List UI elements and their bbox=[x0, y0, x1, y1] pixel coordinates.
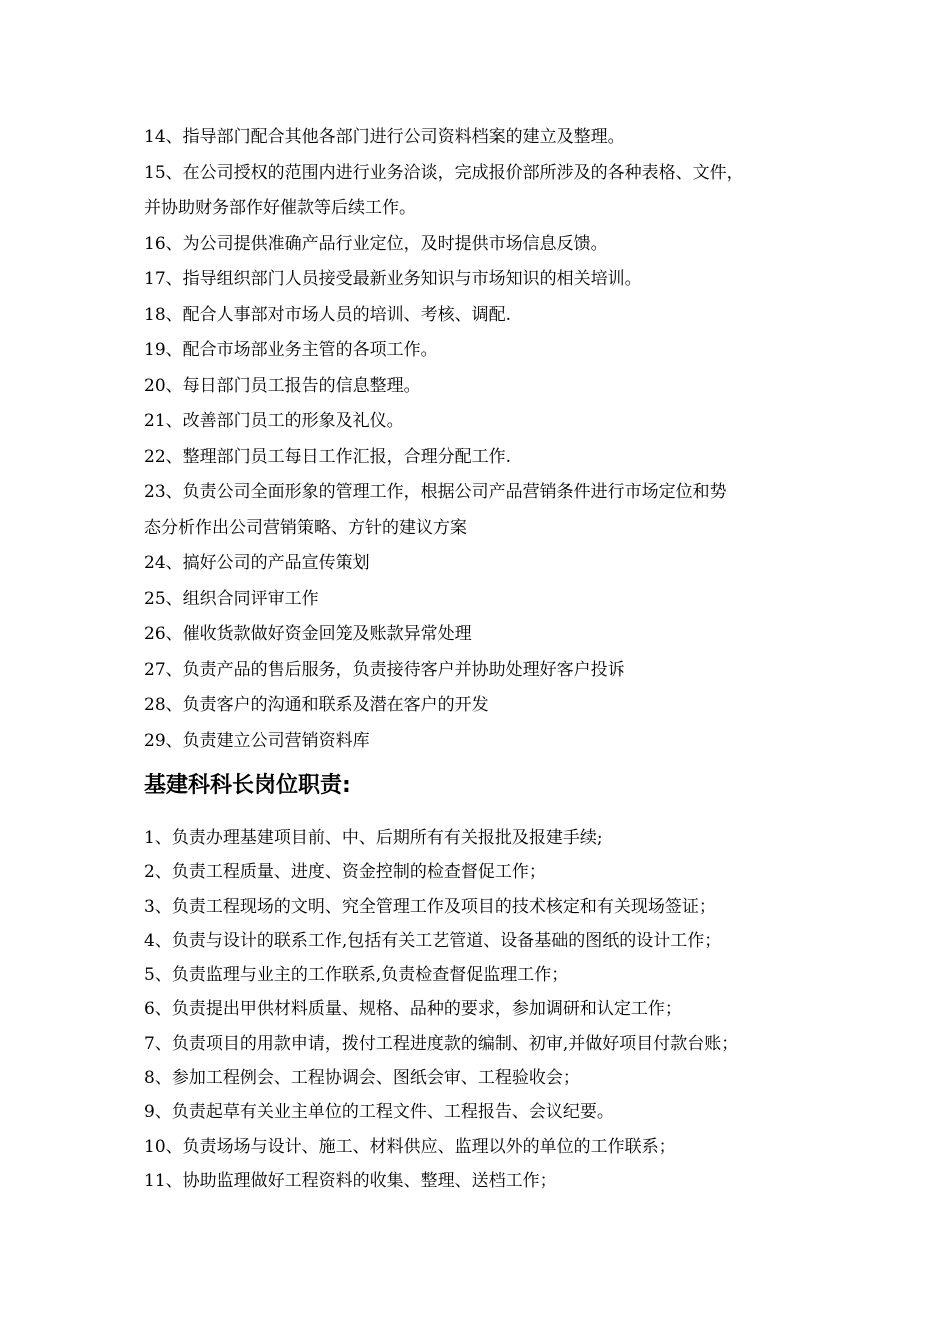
document-content bbox=[144, 120, 834, 1198]
list-item: 22、整理部门员工每日工作汇报，合理分配工作. bbox=[144, 446, 512, 467]
list-item: 28、负责客户的沟通和联系及潜在客户的开发 bbox=[144, 695, 489, 715]
list-item: 7、负责项目的用款申请，拨付工程进度款的编制、初审,并做好项目付款台账； bbox=[144, 1033, 739, 1054]
list-item: 18、配合人事部对市场人员的培训、考核、调配. bbox=[144, 304, 512, 325]
list-item: 14、指导部门配合其他各部门进行公司资料档案的建立及整理。 bbox=[144, 127, 625, 147]
list-item-continuation: 并协助财务部作好催款等后续工作。 bbox=[144, 198, 416, 218]
list-item: 23、负责公司全面形象的管理工作，根据公司产品营销条件进行市场定位和势 bbox=[144, 482, 727, 502]
list-item: 24、搞好公司的产品宣传策划 bbox=[144, 553, 370, 573]
list-item: 1、负责办理基建项目前、中、后期所有有关报批及报建手续; bbox=[144, 828, 603, 848]
list-item: 29、负责建立公司营销资料库 bbox=[144, 730, 370, 751]
list-item: 19、配合市场部业务主管的各项工作。 bbox=[144, 340, 438, 360]
section-heading: 基建科科长岗位职责: bbox=[144, 773, 351, 798]
list-item: 4、负责与设计的联系工作,包括有关工艺管道、设备基础的图纸的设计工作； bbox=[144, 930, 722, 951]
duty-list-infrastructure bbox=[144, 821, 834, 1198]
list-item: 17、指导组织部门人员接受最新业务知识与市场知识的相关培训。 bbox=[144, 269, 642, 289]
list-item: 2、负责工程质量、进度、资金控制的检查督促工作； bbox=[144, 862, 546, 883]
list-item: 27、负责产品的售后服务，负责接待客户并协助处理好客户投诉 bbox=[144, 659, 625, 680]
list-item: 20、每日部门员工报告的信息整理。 bbox=[144, 375, 421, 396]
list-item: 10、负责场场与设计、施工、材料供应、监理以外的单位的工作联系； bbox=[144, 1136, 676, 1157]
list-item: 6、负责提出甲供材料质量、规格、品种的要求，参加调研和认定工作； bbox=[144, 999, 682, 1020]
list-item: 11、协助监理做好工程资料的收集、整理、送档工作； bbox=[144, 1170, 557, 1191]
list-item: 8、参加工程例会、工程协调会、图纸会审、工程验收会； bbox=[144, 1068, 580, 1089]
list-item: 21、改善部门员工的形象及礼仪。 bbox=[144, 411, 404, 431]
list-item: 15、在公司授权的范围内进行业务洽谈，完成报价部所涉及的各种表格、文件， bbox=[144, 162, 744, 183]
list-item-continuation: 态分析作出公司营销策略、方针的建议方案 bbox=[144, 517, 467, 538]
duty-list-marketing bbox=[144, 120, 834, 759]
list-item: 9、负责起草有关业主单位的工程文件、工程报告、会议纪要。 bbox=[144, 1102, 614, 1123]
list-item: 3、负责工程现场的文明、究全管理工作及项目的技术核定和有关现场签证； bbox=[144, 896, 716, 917]
list-item: 26、催收货款做好资金回笼及账款异常处理 bbox=[144, 624, 472, 644]
list-item: 5、负责监理与业主的工作联系,负责检查督促监理工作； bbox=[144, 965, 569, 986]
list-item: 16、为公司提供准确产品行业定位，及时提供市场信息反馈。 bbox=[144, 233, 608, 254]
list-item: 25、组织合同评审工作 bbox=[144, 588, 319, 609]
